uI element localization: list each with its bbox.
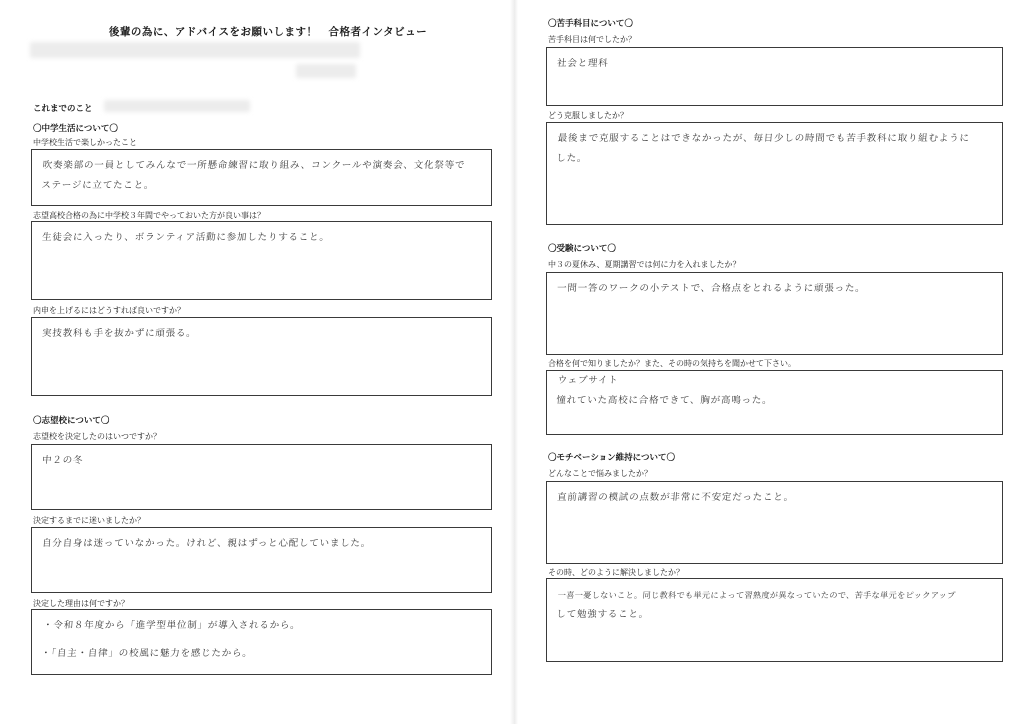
question-label: 苦手科目は何でしたか？	[548, 35, 636, 44]
answer-text	[41, 451, 485, 471]
page-title: 後輩の為に、アドバイスをお願いします！ 合格者インタビュー	[108, 26, 428, 38]
answer-line: 社会と理科	[556, 58, 609, 69]
answer-line: して勉強すること。	[555, 609, 650, 620]
answer-box	[546, 122, 1003, 225]
question-label: 志望校を決定したのはいつですか？	[33, 432, 161, 441]
answer-box	[546, 47, 1003, 106]
answer-line: 一喜一憂しないこと。同じ教科でも単元によって習熟度が異なっていたので、苦手な単元をピックアップ	[557, 590, 956, 600]
answer-text	[40, 616, 486, 664]
answer-box	[546, 272, 1003, 355]
answer-line: ・令和８年度から「進学型単位制」が導入されるから。	[42, 620, 301, 631]
section-junior-high: 〇中学生活について〇	[33, 124, 118, 134]
answer-text	[556, 129, 998, 169]
question-label: 決定した理由は何ですか？	[33, 599, 129, 608]
answer-line: ウェブサイト	[557, 375, 619, 386]
answer-box	[31, 527, 492, 593]
answer-line: 実技教科も手を抜かずに頑張る。	[41, 328, 197, 339]
answer-line: 中２の冬	[41, 455, 84, 466]
answer-box	[546, 578, 1003, 662]
answer-text	[556, 371, 998, 411]
question-label: 合格を何で知りましたか？また、その時の気持ちを聞かせて下さい。	[548, 359, 796, 368]
section-motivation: 〇モチベーション維持について〇	[548, 453, 675, 463]
answer-box	[31, 221, 492, 300]
section-weak-subject: 〇苦手科目について〇	[548, 19, 633, 29]
answer-text	[556, 279, 996, 299]
answer-line: 最後まで克服することはできなかったが、毎日少しの時間でも苦手教科に取り組むように	[557, 133, 971, 144]
redacted-area	[296, 64, 356, 78]
answer-text	[41, 228, 485, 248]
question-label: 決定するまでに迷いましたか？	[33, 516, 145, 525]
question-label: どんなことで悩みましたか？	[548, 469, 652, 478]
section-school-choice: 〇志望校について〇	[33, 416, 110, 426]
answer-line: 吹奏楽部の一員としてみんなで一所懸命練習に取り組み、コンクールや演奏会、文化祭等で	[42, 160, 466, 171]
question-label: 中学校生活で楽しかったこと	[33, 138, 137, 147]
answer-line: ステージに立てたこと。	[40, 180, 155, 191]
question-label: 志望高校合格の為に中学校３年間でやっておいた方が良い事は？	[33, 211, 265, 220]
answer-line: した。	[555, 153, 588, 164]
question-label: その時、どのように解決しましたか？	[548, 568, 684, 577]
answer-box	[546, 481, 1003, 564]
redacted-area	[104, 100, 250, 112]
answer-line: 一問一答のワークの小テストで、合格点をとれるように頑張った。	[556, 283, 866, 294]
answer-line: 自分自身は迷っていなかった。けれど、親はずっと心配していました。	[41, 538, 372, 549]
answer-box	[546, 370, 1003, 435]
answer-text	[556, 488, 996, 508]
section-entrance-exam: 〇受験について〇	[548, 244, 616, 254]
answer-text	[41, 324, 485, 344]
redacted-area	[30, 42, 360, 58]
question-label: 内申を上げるにはどうすれば良いですか？	[33, 306, 185, 315]
answer-box	[31, 317, 492, 396]
question-label: 中３の夏休み、夏期講習では何に力を入れましたか？	[548, 260, 741, 269]
question-label: どう克服しましたか？	[548, 111, 628, 120]
answer-line: ・「自主・自律」の校風に魅力を感じたから。	[40, 648, 254, 659]
history-heading: これまでのこと	[33, 104, 93, 114]
answer-line: 生徒会に入ったり、ボランティア活動に参加したりすること。	[41, 232, 331, 243]
answer-box	[31, 444, 492, 510]
answer-text	[556, 585, 998, 625]
answer-text	[41, 534, 485, 554]
answer-box	[31, 609, 492, 675]
answer-line: 憧れていた高校に合格できて、胸が高鳴った。	[555, 395, 773, 406]
answer-text	[41, 156, 487, 196]
answer-text	[556, 54, 996, 74]
answer-box	[31, 149, 492, 206]
page-fold	[510, 0, 518, 724]
answer-line: 直前講習の模試の点数が非常に不安定だったこと。	[556, 492, 795, 503]
